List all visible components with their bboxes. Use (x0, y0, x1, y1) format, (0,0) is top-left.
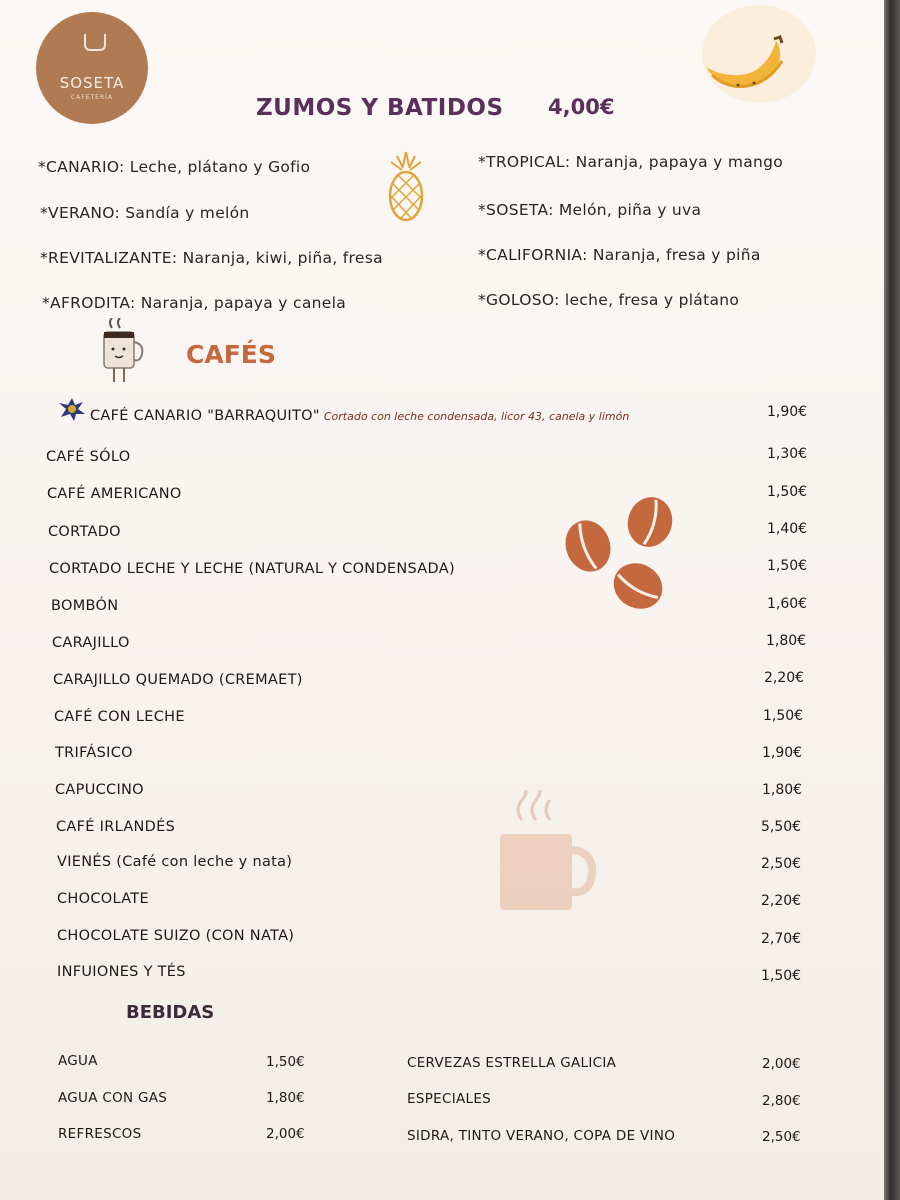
juice-item: *AFRODITA: Naranja, papaya y canela (42, 294, 346, 312)
cafe-item-price: 1,50€ (767, 558, 808, 574)
soseta-logo (36, 12, 148, 124)
cafe-item-price: 1,80€ (762, 782, 803, 798)
cafe-item-price: 1,90€ (762, 745, 803, 761)
drink-item-price: 2,00€ (762, 1056, 801, 1072)
juice-item: *CANARIO: Leche, plátano y Gofio (38, 158, 311, 176)
cafe-item-name: CHOCOLATE (57, 891, 149, 907)
cafe-item-name: CAPUCCINO (55, 782, 144, 798)
drink-item-price: 2,80€ (762, 1093, 801, 1109)
drink-item-name: ESPECIALES (407, 1091, 492, 1107)
cafe-item-name: INFUIONES Y TÉS (57, 964, 186, 980)
juice-item: *GOLOSO: leche, fresa y plátano (478, 291, 740, 309)
cafe-item-price: 1,50€ (767, 484, 808, 500)
cafe-item-name: CARAJILLO (52, 635, 130, 651)
juice-item: *CALIFORNIA: Naranja, fresa y piña (478, 246, 761, 264)
drink-item-name: REFRESCOS (58, 1126, 142, 1142)
cafe-item-name: TRIFÁSICO (55, 745, 133, 761)
cafe-item-price: 2,70€ (761, 931, 802, 947)
cafe-item-price: 2,50€ (761, 856, 802, 872)
cafe-item-name: CARAJILLO QUEMADO (CREMAET) (53, 672, 303, 688)
bebidas-title: BEBIDAS (126, 1002, 215, 1023)
cafe-item-name: CORTADO (48, 524, 121, 540)
cafe-item-name (90, 408, 629, 424)
logo-subtitle: CAFETERÍA (70, 94, 114, 101)
cafe-item-price: 1,60€ (767, 596, 808, 612)
juice-item: *TROPICAL: Naranja, papaya y mango (478, 153, 784, 171)
cafe-item-price: 1,50€ (761, 968, 802, 984)
juice-item: *VERANO: Sandía y melón (40, 204, 250, 222)
drink-item-price: 2,00€ (266, 1126, 305, 1142)
juice-item: *SOSETA: Melón, piña y uva (478, 201, 702, 219)
coffee-beans-icon (562, 490, 682, 616)
pineapple-icon (385, 150, 427, 222)
zumos-title: ZUMOS Y BATIDOS (256, 95, 504, 121)
zumos-price: 4,00€ (548, 95, 615, 119)
drink-item-name: AGUA (58, 1053, 98, 1069)
banana-icon (702, 35, 792, 99)
drink-item-name: CERVEZAS ESTRELLA GALICIA (407, 1055, 617, 1071)
cafe-item-name: VIENÉS (Café con leche y nata) (57, 854, 293, 870)
item-label: CAFÉ CANARIO "BARRAQUITO" (90, 408, 320, 424)
cafe-item-price: 2,20€ (761, 893, 802, 909)
cup-icon (84, 34, 106, 51)
cafes-title: CAFÉS (186, 340, 276, 369)
drink-item-price: 1,80€ (266, 1090, 305, 1106)
coffee-mug-icon (496, 790, 596, 914)
cafe-item-price: 1,50€ (763, 708, 804, 724)
cafe-item-price: 1,90€ (767, 404, 808, 420)
drink-item-price: 2,50€ (762, 1129, 801, 1145)
cafe-item-price: 1,30€ (767, 446, 808, 462)
splash-icon (58, 396, 86, 422)
drink-item-name: AGUA CON GAS (58, 1090, 168, 1106)
logo-name: SOSETA (59, 74, 125, 92)
drink-item-price: 1,50€ (266, 1054, 305, 1070)
cafe-item-name: CAFÉ IRLANDÉS (56, 819, 176, 835)
drink-item-name: SIDRA, TINTO VERANO, COPA DE VINO (407, 1128, 676, 1144)
juice-item: *REVITALIZANTE: Naranja, kiwi, piña, fresa (40, 249, 383, 267)
mug-face-icon (98, 318, 150, 386)
cafe-item-name: BOMBÓN (51, 598, 119, 614)
cafe-item-price: 1,80€ (766, 633, 807, 649)
cafe-item-name: CAFÉ SÓLO (46, 449, 131, 465)
cafe-item-name: CAFÉ CON LECHE (54, 709, 185, 725)
cafe-item-price: 1,40€ (767, 521, 808, 537)
item-description: Cortado con leche condensada, licor 43, canela y limón (323, 410, 630, 423)
cafe-item-price: 2,20€ (764, 670, 805, 686)
cafe-item-price: 5,50€ (761, 819, 802, 835)
cafe-item-name: CHOCOLATE SUIZO (CON NATA) (57, 928, 295, 944)
cafe-item-name: CORTADO LECHE Y LECHE (NATURAL Y CONDENSADA) (49, 561, 455, 577)
frame-edge (884, 0, 900, 1200)
cafe-item-name: CAFÉ AMERICANO (47, 486, 182, 502)
